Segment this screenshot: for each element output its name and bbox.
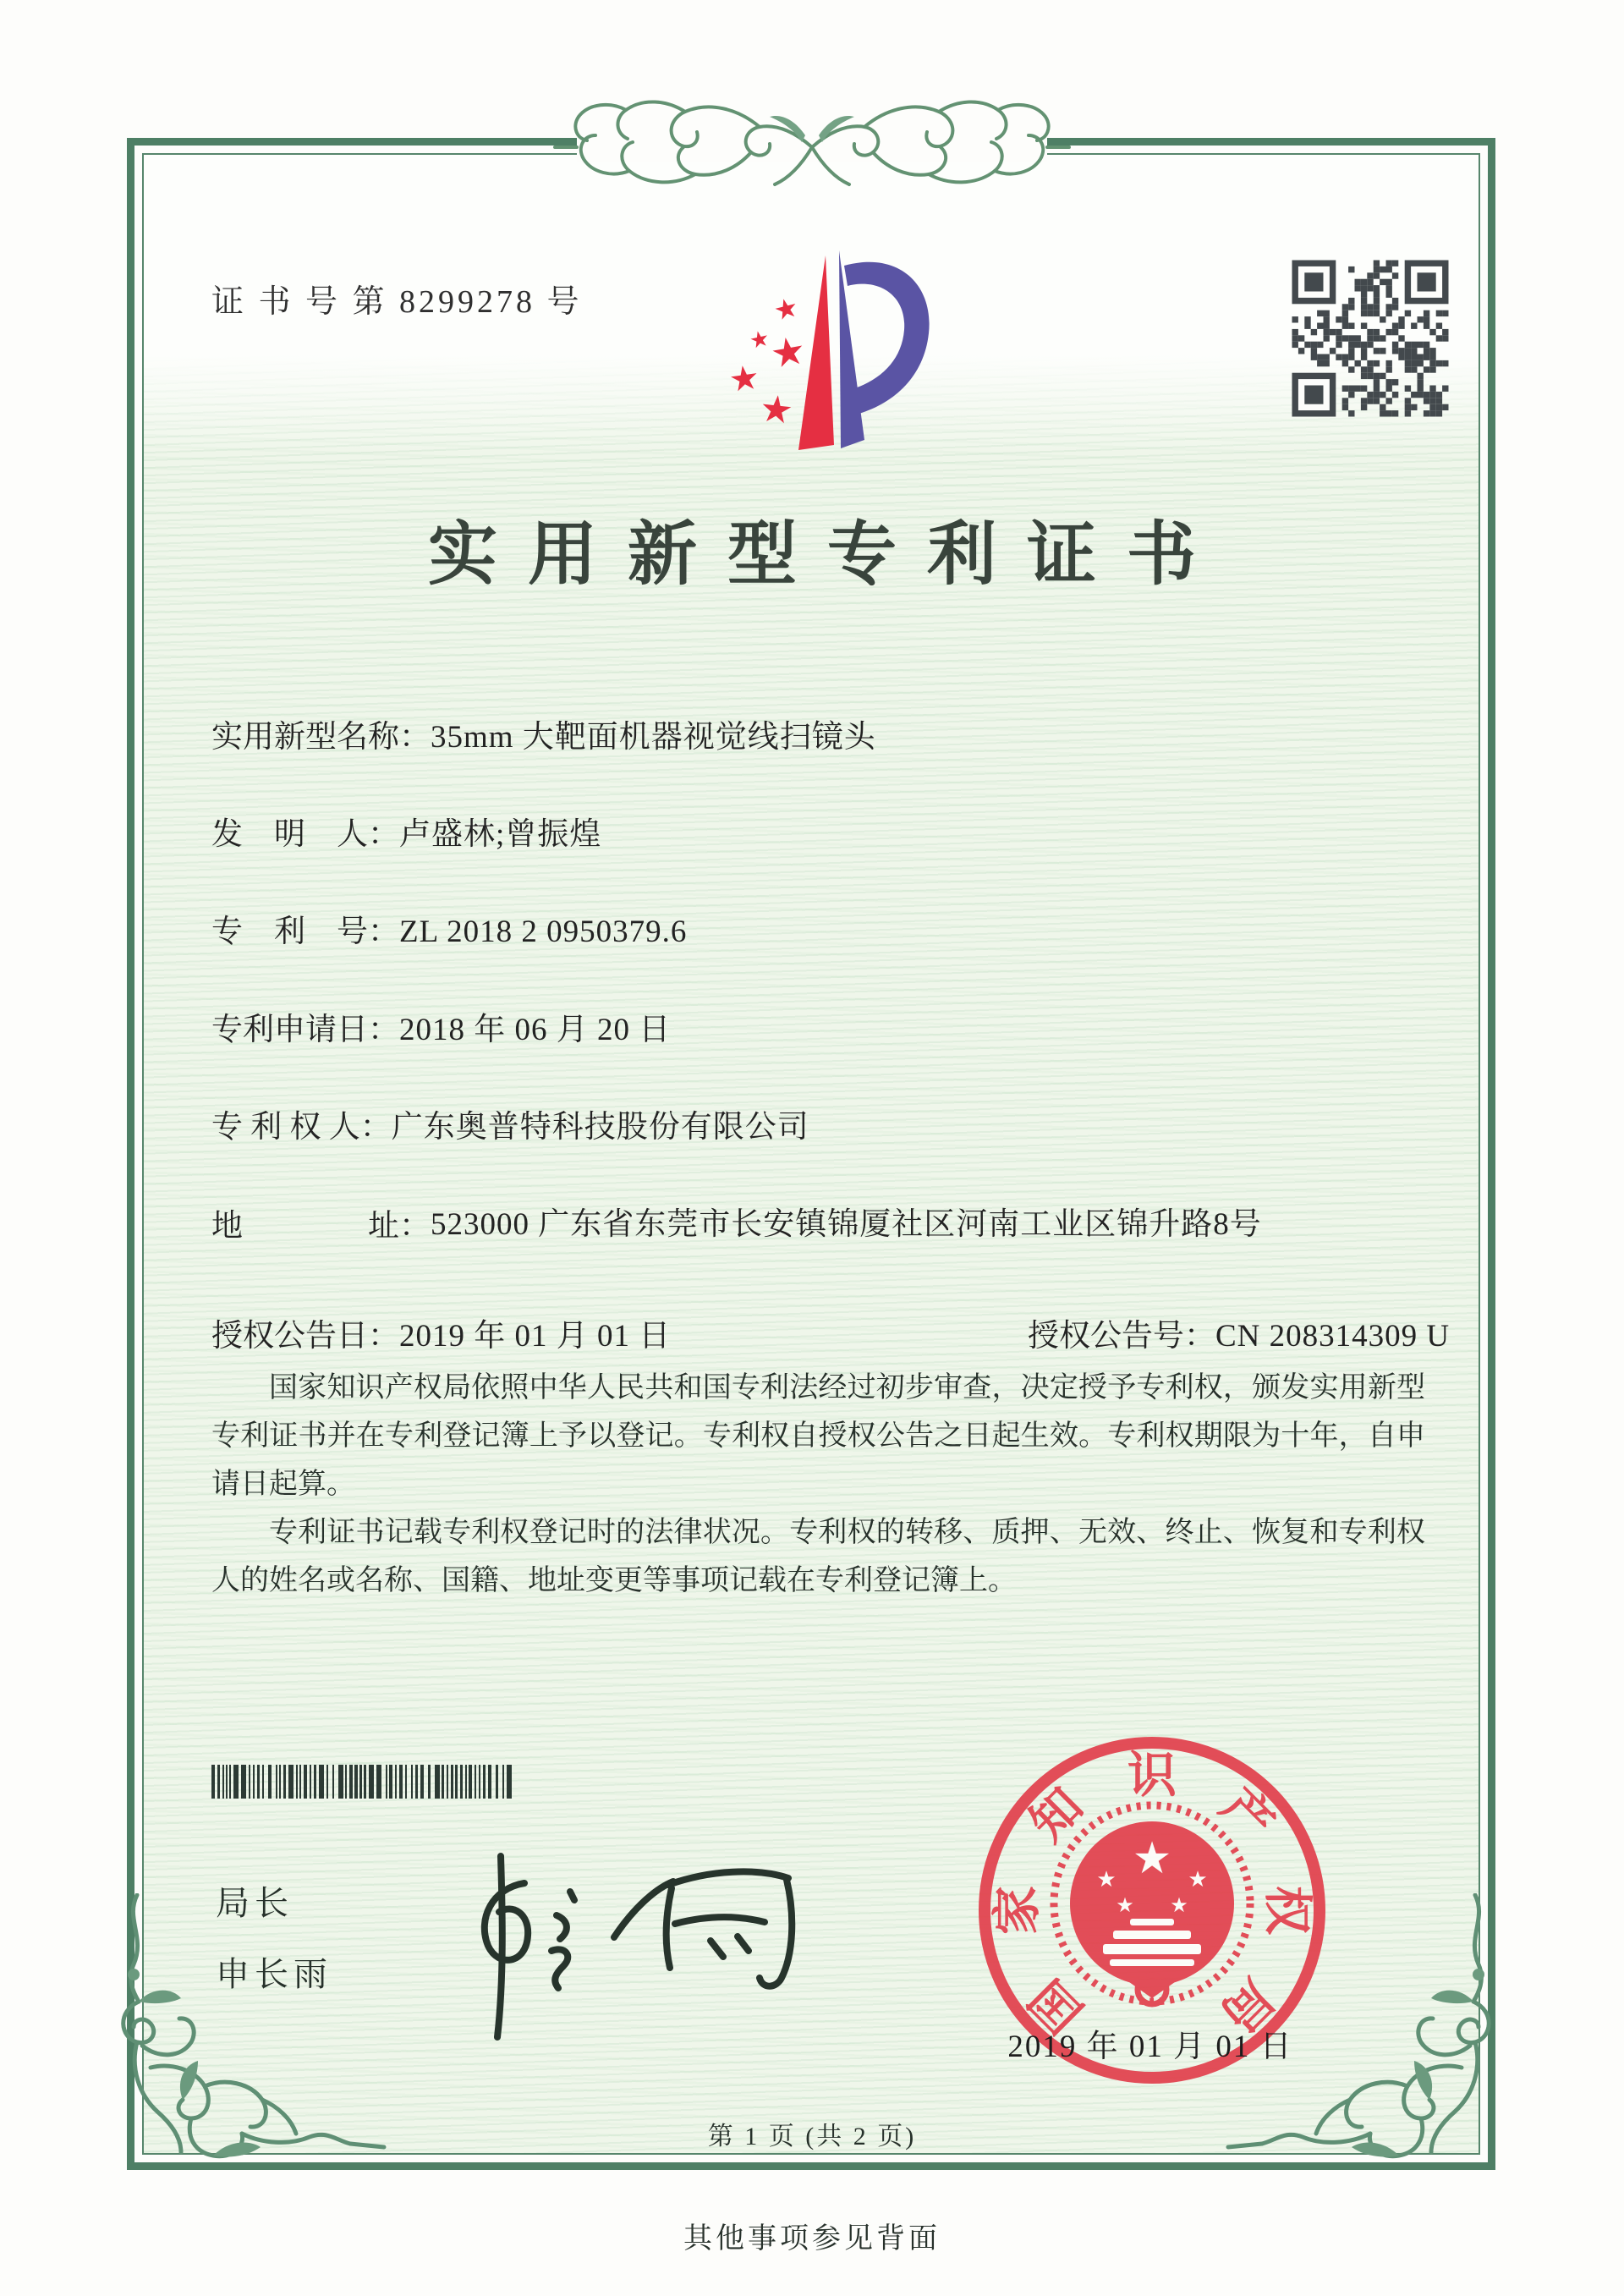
cnipa-logo [699, 237, 952, 482]
certificate-title: 实用新型专利证书 [427, 516, 1226, 593]
field-label: 专利申请日： [211, 1013, 399, 1047]
certificate-number: 证 书 号 第 8299278 号 [211, 284, 583, 320]
field-label: 发 明 人： [211, 817, 399, 852]
seal-char: 国 [1019, 1969, 1094, 2043]
logo-star-icon: ★ [766, 327, 809, 377]
logo-p-bowl [844, 262, 930, 416]
grant-no-group [1028, 1310, 1450, 1355]
seal-date: 2019 年 01 月 01 日 [1007, 2030, 1293, 2064]
field-row-address [211, 1200, 1320, 1250]
logo-star-icon: ★ [727, 357, 762, 400]
seal-star-icon: ★ [1096, 1867, 1116, 1892]
seal-char: 知 [1019, 1777, 1094, 1852]
commissioner-name: 申长雨 [216, 1955, 332, 1993]
grant-no-value: CN 208314309 U [1215, 1319, 1451, 1354]
logo-star-icon: ★ [747, 325, 772, 354]
seal-char: 权 [1259, 1885, 1314, 1936]
seal-star-icon: ★ [1188, 1867, 1208, 1892]
legal-paragraph: 国家知识产权局依照中华人民共和国专利法经过初步审查，决定授予专利权，颁发实用新型专利证书并在专利登记簿上予以登记。专利权自授权公告之日起生效。专利权期限为十年，自申请日起算。 [211, 1372, 1425, 1500]
field-value: ZL 2018 2 0950379.6 [399, 915, 688, 949]
field-row [211, 1101, 809, 1146]
legal-paragraph: 专利证书记载专利权登记时的法律状况。专利权的转移、质押、无效、终止、恢复和专利权人的姓名或名称、国籍、地址变更等事项记载在专利登记簿上。 [211, 1517, 1425, 1596]
logo-star-icon: ★ [757, 387, 796, 432]
seal-char: 产 [1210, 1777, 1285, 1852]
field-value: 2018 年 06 月 20 日 [399, 1013, 672, 1047]
grant-no-label: 授权公告号： [1028, 1319, 1215, 1354]
seal-star-icon: ★ [1116, 1895, 1134, 1917]
field-row-grant [211, 1310, 1451, 1355]
field-row [211, 905, 687, 951]
seal-char: 家 [990, 1885, 1045, 1936]
commissioner-title: 局长 [216, 1884, 294, 1922]
field-value: 35mm 大靶面机器视觉线扫镜头 [431, 720, 876, 755]
seal-star-icon: ★ [1132, 1835, 1172, 1883]
seal-star-icon: ★ [1170, 1895, 1188, 1917]
field-value: 广东奥普特科技股份有限公司 [391, 1110, 809, 1145]
top-filigree-ornament [551, 83, 1073, 218]
commissioner-signature [457, 1834, 829, 2054]
field-label: 专 利 号： [211, 915, 399, 949]
field-label: 专 利 权 人： [211, 1110, 392, 1145]
field-row [211, 808, 601, 854]
field-label: 地 址： [211, 1209, 431, 1244]
back-side-note: 其他事项参见背面 [683, 2223, 941, 2255]
seal-char: 局 [1210, 1969, 1285, 2043]
field-value: 523000 广东省东莞市长安镇锦厦社区河南工业区锦升路8号 [431, 1207, 1262, 1242]
field-row [211, 711, 876, 756]
qr-code [1289, 257, 1455, 423]
logo-star-icon: ★ [771, 291, 802, 327]
field-row [211, 1003, 671, 1049]
page-indicator: 第 1 页 (共 2 页) [707, 2123, 917, 2150]
field-value: 卢盛林;曾振煌 [399, 817, 602, 852]
barcode [211, 1765, 518, 1799]
legal-text [211, 1364, 1425, 1605]
grant-date-value: 2019 年 01 月 01 日 [399, 1319, 672, 1354]
seal-char: 识 [1127, 1748, 1177, 1803]
grant-date-label: 授权公告日： [211, 1319, 399, 1354]
field-label: 实用新型名称： [211, 720, 431, 755]
